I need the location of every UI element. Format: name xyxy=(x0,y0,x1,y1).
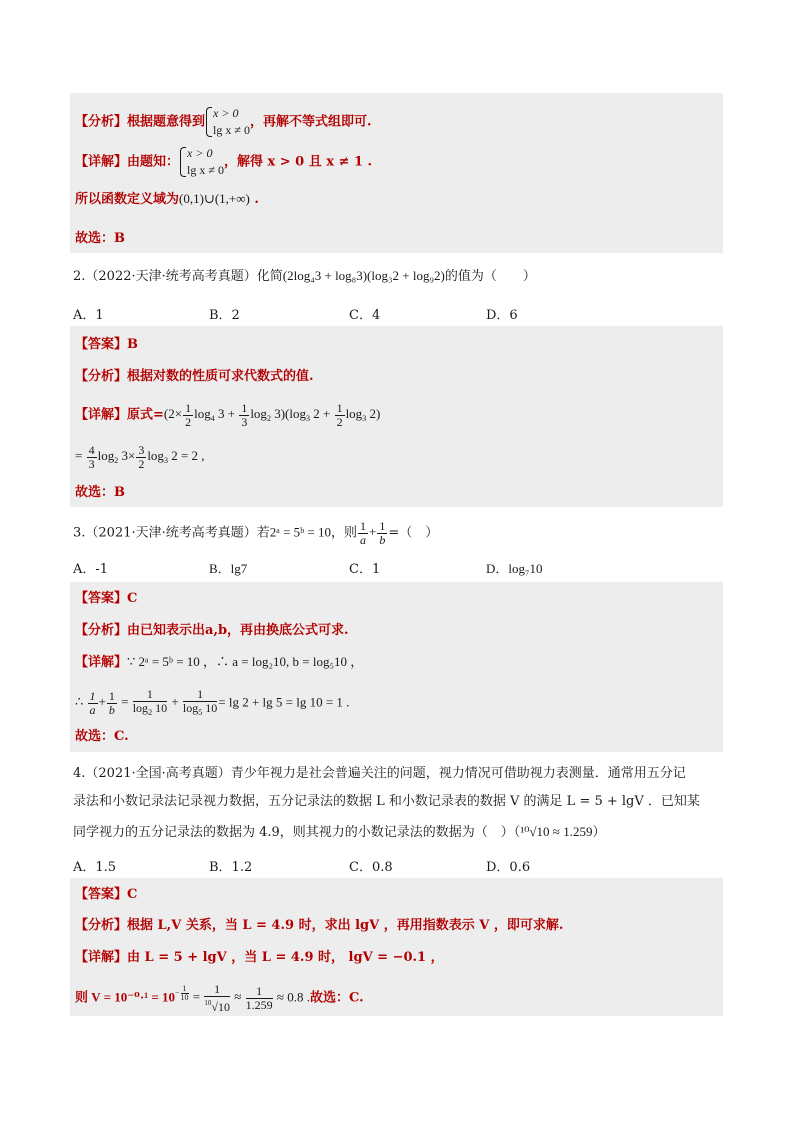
option-c: C．1 xyxy=(349,562,381,577)
question-3-stem xyxy=(73,520,438,547)
detail-line-q1 xyxy=(75,145,372,179)
detail-tail: ，解得 x > 0 且 x ≠ 1 . xyxy=(223,154,373,170)
answer-value: C xyxy=(127,887,138,902)
domain-end: . xyxy=(249,192,259,207)
choose-label: 故选： xyxy=(75,729,115,744)
choose-label: 故选： xyxy=(310,990,350,1006)
question-4-end: ） xyxy=(592,825,606,840)
detail-label: 【详解】 xyxy=(75,407,128,423)
choose-line-q2 xyxy=(75,484,125,502)
analysis-label: 【分析】 xyxy=(75,623,128,638)
option-d: D．log₇10 xyxy=(486,561,543,576)
detail-text: 由题知： xyxy=(127,154,180,170)
analysis-tail: ，再解不等式组即可. xyxy=(249,114,372,130)
inequality-system: x > 0 lg x ≠ 0 xyxy=(179,145,224,179)
answer-label: 【答案】 xyxy=(75,337,128,352)
detail-line-q2-2 xyxy=(75,444,205,471)
answer-line-q4 xyxy=(75,886,137,904)
detail-text: 由 L = 5 + lgV ，当 L = 4.9 时， lgV = −0.1 ， xyxy=(127,950,444,965)
option-a: A．1.5 xyxy=(73,860,117,875)
choose-answer: C. xyxy=(114,729,129,744)
detail-line-q3 xyxy=(75,653,363,672)
question-3-text: 3.（2021·天津·统考高考真题）若 xyxy=(73,525,270,541)
option-a: A．1 xyxy=(73,308,104,323)
choose-line-q1 xyxy=(75,230,125,248)
detail-lead: 原式= xyxy=(127,407,164,423)
option-c: C．0.8 xyxy=(349,860,393,875)
option-b: B．2 xyxy=(209,308,240,323)
analysis-line-q4 xyxy=(75,917,563,935)
analysis-text: 根据 L,V 关系，当 L = 4.9 时，求出 lgV ，再用指数表示 V ，即可求解. xyxy=(127,918,564,933)
question-3-condition: 2ᵃ = 5ᵇ = 10 xyxy=(269,524,332,540)
detail-lead: 则 V = 10⁻⁰·¹ = 10 xyxy=(75,989,176,1005)
answer-label: 【答案】 xyxy=(75,591,128,606)
detail-label: 【详解】 xyxy=(75,154,128,170)
question-2-tail: 的值为（ ） xyxy=(444,269,536,284)
question-2-expression: (2log₄3 + log₈3)(log₃2 + log₉2) xyxy=(282,268,445,283)
detail-text: ∵ 2ᵃ = 5ᵇ = 10 ，∴ a = log₂10, b = log₅10 ， xyxy=(127,654,364,669)
analysis-label: 【分析】 xyxy=(75,114,128,130)
choose-label: 故选： xyxy=(75,231,115,246)
answer-value: B xyxy=(127,337,139,352)
option-d: D．6 xyxy=(486,308,518,323)
analysis-line-q3 xyxy=(75,622,349,640)
analysis-text: 根据题意得到 xyxy=(127,114,206,130)
analysis-line-q1 xyxy=(75,105,371,139)
question-2-stem xyxy=(73,266,536,287)
domain-line xyxy=(75,190,259,209)
option-b: B．lg7 xyxy=(209,561,248,576)
domain-math: (0,1)∪(1,+∞) xyxy=(179,191,250,206)
detail-tail: ≈ 0.8 . xyxy=(276,989,310,1005)
domain-text: 所以函数定义域为 xyxy=(75,192,180,207)
question-3-tail: =（ ） xyxy=(388,525,439,541)
detail-line-q4-2 xyxy=(75,983,364,1014)
choose-answer: C. xyxy=(349,990,364,1006)
detail-expression: ∴ $\frac{1}{a}$ + $\frac{1}{b}$ = $\frac{1}{\log_2 10}$ + $\frac{1}{\log_5 10}$ xyxy=(75,687,218,717)
detail-label: 【详解】 xyxy=(75,655,128,670)
analysis-text: 由已知表示出a,b，再由换底公式可求. xyxy=(127,623,349,638)
detail-expression: $^{- \frac{1}{10}}$ = $\frac{1}{^{10}√10}$ ≈ $\frac{1}{1.259}$ xyxy=(175,982,273,1014)
question-4-approx: ¹⁰√10 ≈ 1.259 xyxy=(520,824,593,839)
answer-line-q2 xyxy=(75,336,138,354)
detail-label: 【详解】 xyxy=(75,950,128,965)
choose-label: 故选： xyxy=(75,485,115,500)
question-4-line-1: 4.（2021·全国·高考真题）青少年视力是社会普遍关注的问题，视力情况可借助视力表测量．通常用五分记 xyxy=(73,766,686,781)
question-4-line-2: 录法和小数记录法记录视力数据，五分记录法的数据 L 和小数记录表的数据 V 的满足 L = 5 + lgV ．已知某 xyxy=(73,794,700,809)
choose-line-q3 xyxy=(75,728,129,746)
detail-line-q3-2 xyxy=(75,688,349,719)
analysis-line-q2 xyxy=(75,368,314,386)
answer-value: C xyxy=(127,591,138,606)
analysis-text: 根据对数的性质可求代数式的值. xyxy=(127,369,314,384)
question-2-text: 2.（2022·天津·统考高考真题）化简 xyxy=(73,269,283,284)
inequality-system: x > 0 lg x ≠ 0 xyxy=(205,105,250,139)
choose-answer: B xyxy=(114,231,126,246)
answer-label: 【答案】 xyxy=(75,887,128,902)
question-3-then: ，则 xyxy=(331,525,358,541)
question-4-line-3 xyxy=(73,822,605,843)
detail-line-q2 xyxy=(75,402,380,429)
question-4-text: 同学视力的五分记录法的数据为 4.9，则其视力的小数记录法的数据为（ ）（ xyxy=(73,825,521,840)
analysis-label: 【分析】 xyxy=(75,918,128,933)
option-c: C．4 xyxy=(349,308,381,323)
detail-expression-2: = $\frac{4}{3}$ $\log_2 3\times$ $\frac{3}{2}$ $\log_3 2 = 2$ , xyxy=(75,443,205,471)
choose-answer: B xyxy=(114,485,126,500)
detail-line-q4 xyxy=(75,949,444,967)
analysis-label: 【分析】 xyxy=(75,369,128,384)
option-a: A．-1 xyxy=(73,562,109,577)
option-d: D．0.6 xyxy=(486,860,531,875)
answer-line-q3 xyxy=(75,590,137,608)
detail-tail: = lg 2 + lg 5 = lg 10 = 1 . xyxy=(218,694,350,710)
detail-expression: (2× $\frac{1}{2}$ $\log_4 3$ + $\frac{1}{3}$ $\log_2 3)(\log_3$ 2 + $\frac{1}{2}$ $\log_3 2$) xyxy=(163,401,381,429)
option-b: B．1.2 xyxy=(209,860,253,875)
question-3-expression: $\frac{1}{a}$ + $\frac{1}{b}$ xyxy=(360,519,386,547)
